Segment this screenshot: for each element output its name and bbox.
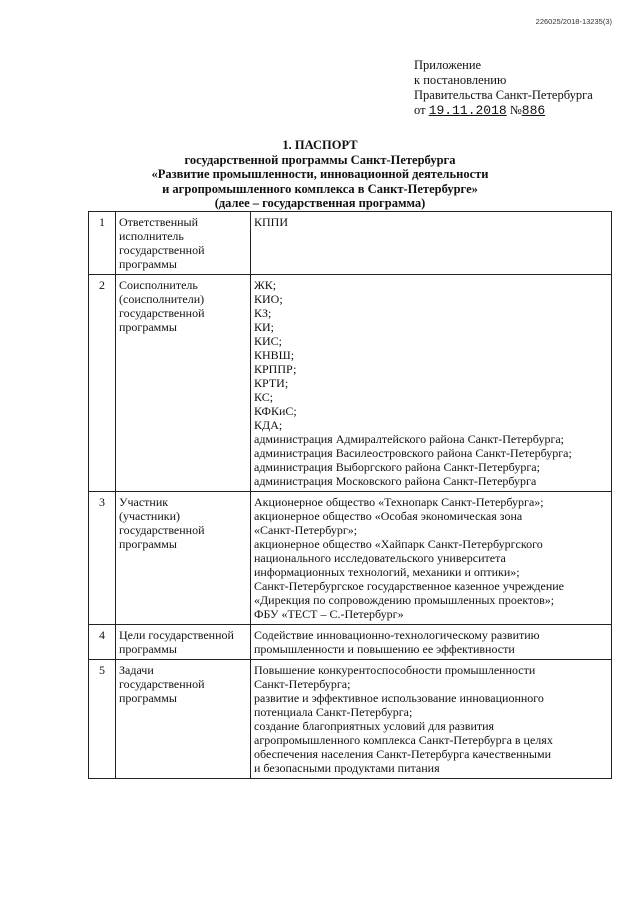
- passport-table-body: [89, 212, 612, 779]
- table-row: [89, 660, 612, 779]
- appendix-block: [414, 58, 593, 118]
- row-value-line: КИО;: [254, 292, 283, 306]
- row-label: [116, 275, 251, 492]
- row-label: [116, 212, 251, 275]
- row-value-line: КЗ;: [254, 306, 272, 320]
- row-value-line: создание благоприятных условий для развития: [254, 719, 495, 733]
- date-prefix: от: [414, 103, 426, 117]
- resolution-date: 19.11.2018: [428, 103, 507, 118]
- table-row: [89, 625, 612, 660]
- row-label-line: программы: [119, 257, 177, 271]
- row-label-line: государственной: [119, 243, 205, 257]
- row-value-line: КППИ: [254, 215, 289, 229]
- row-value-line: акционерное общество «Хайпарк Санкт-Петербургского: [254, 537, 543, 551]
- row-value-line: КДА;: [254, 418, 283, 432]
- row-value-line: Санкт-Петербургское государственное казенное учреждение: [254, 579, 565, 593]
- row-value-line: национального исследовательского университета: [254, 551, 506, 565]
- row-value-line: ФБУ «ТЕСТ – С.-Петербург»: [254, 607, 404, 621]
- row-number: 4: [89, 625, 116, 660]
- row-value-line: потенциала Санкт-Петербурга;: [254, 705, 413, 719]
- row-value-line: агропромышленного комплекса Санкт-Петербурга в целях: [254, 733, 553, 747]
- row-label: [116, 660, 251, 779]
- appendix-date-line: [414, 103, 593, 118]
- row-value-line: и безопасными продуктами питания: [254, 761, 440, 775]
- document-code: 226025/2018-13235(3): [535, 17, 612, 26]
- row-value-line: обеспечения населения Санкт-Петербурга качественными: [254, 747, 551, 761]
- row-value-line: Санкт-Петербурга;: [254, 677, 351, 691]
- row-value: [251, 275, 612, 492]
- row-label-line: программы: [119, 537, 177, 551]
- document-title: [0, 138, 640, 211]
- row-value-line: информационных технологий, механики и оптики»;: [254, 565, 520, 579]
- row-value-line: администрация Адмиралтейского района Санкт-Петербурга;: [254, 432, 565, 446]
- row-value: [251, 625, 612, 660]
- row-value-line: Акционерное общество «Технопарк Санкт-Петербурга»;: [254, 495, 544, 509]
- row-label-line: (участники): [119, 509, 181, 523]
- row-number: 5: [89, 660, 116, 779]
- row-number: 2: [89, 275, 116, 492]
- row-label-line: государственной: [119, 677, 205, 691]
- table-row: [89, 275, 612, 492]
- row-label-line: программы: [119, 691, 177, 705]
- appendix-line: Правительства Санкт-Петербурга: [414, 88, 593, 102]
- row-value-line: администрация Василеостровского района Санкт-Петербурга;: [254, 446, 572, 460]
- title-line: (далее – государственная программа): [214, 196, 426, 210]
- row-value-line: ЖК;: [254, 278, 277, 292]
- row-value-line: КС;: [254, 390, 274, 404]
- row-value-line: КРТИ;: [254, 376, 289, 390]
- row-number: 3: [89, 492, 116, 625]
- row-label: [116, 625, 251, 660]
- row-value: [251, 492, 612, 625]
- row-label-line: программы: [119, 320, 177, 334]
- row-value-line: Повышение конкурентоспособности промышленности: [254, 663, 536, 677]
- row-label-line: государственной: [119, 523, 205, 537]
- row-value-line: администрация Выборгского района Санкт-Петербурга;: [254, 460, 540, 474]
- row-value: [251, 212, 612, 275]
- passport-table: [88, 211, 612, 779]
- row-label-line: Задачи: [119, 663, 154, 677]
- row-value-line: КРППР;: [254, 362, 297, 376]
- resolution-number: 886: [521, 103, 546, 118]
- title-line: государственной программы Санкт-Петербурга: [184, 152, 456, 167]
- table-row: [89, 492, 612, 625]
- row-number: 1: [89, 212, 116, 275]
- title-line: «Развитие промышленности, инновационной деятельности: [151, 167, 489, 181]
- appendix-line: к постановлению: [414, 73, 507, 87]
- row-value-line: КФКиС;: [254, 404, 297, 418]
- row-label-line: Ответственный: [119, 215, 199, 229]
- appendix-line: Приложение: [414, 58, 482, 72]
- row-value-line: Содействие инновационно-технологическому развитию: [254, 628, 540, 642]
- row-value-line: акционерное общество «Особая экономическая зона: [254, 509, 523, 523]
- row-label: [116, 492, 251, 625]
- row-label-line: программы: [119, 642, 177, 656]
- row-value-line: «Дирекция по сопровождению промышленных проектов»;: [254, 593, 555, 607]
- title-line: и агропромышленного комплекса в Санкт-Петербурге»: [162, 181, 478, 196]
- row-value: [251, 660, 612, 779]
- row-label-line: (соисполнители): [119, 292, 205, 306]
- number-prefix: №: [509, 103, 522, 117]
- row-value-line: администрация Московского района Санкт-Петербурга: [254, 474, 537, 488]
- row-value-line: КИС;: [254, 334, 283, 348]
- title-line: 1. ПАСПОРТ: [282, 138, 358, 152]
- row-label-line: Цели государственной: [119, 628, 234, 642]
- table-row: [89, 212, 612, 275]
- row-value-line: развитие и эффективное использование инновационного: [254, 691, 544, 705]
- row-value-line: КИ;: [254, 320, 275, 334]
- row-value-line: «Санкт-Петербург»;: [254, 523, 358, 537]
- row-value-line: промышленности и повышению ее эффективности: [254, 642, 515, 656]
- row-label-line: Участник: [119, 495, 169, 509]
- row-label-line: исполнитель: [119, 229, 184, 243]
- row-value-line: КНВШ;: [254, 348, 295, 362]
- row-label-line: Соисполнитель: [119, 278, 198, 292]
- row-label-line: государственной: [119, 306, 205, 320]
